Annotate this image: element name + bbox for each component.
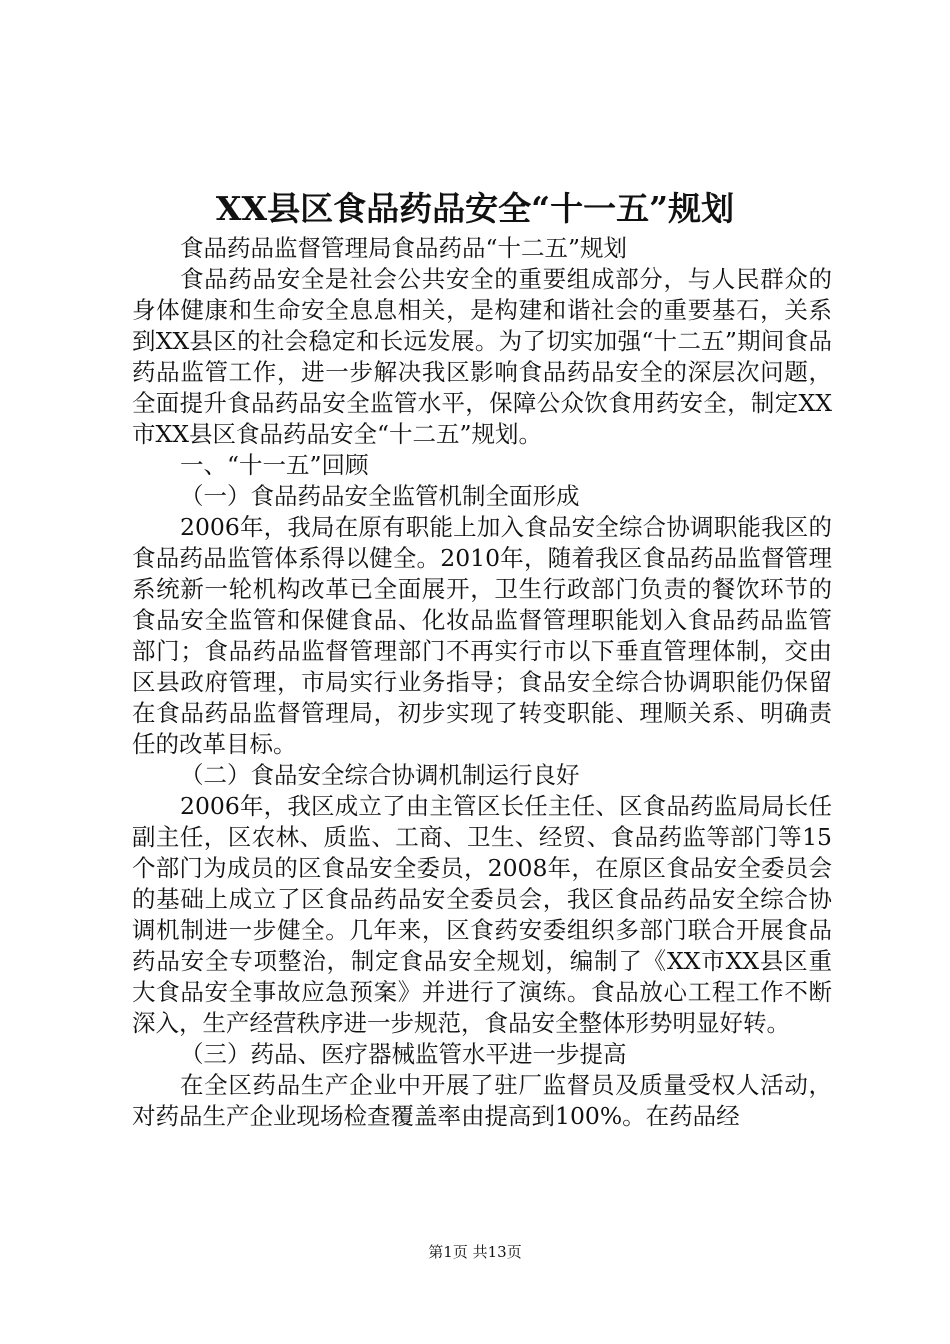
intro-paragraph: 食品药品安全是社会公共安全的重要组成部分，与人民群众的身体健康和生命安全息息相关，是构建和谐社会的重要基石，关系到XX县区的社会稳定和长远发展。为了切实加强“十二五”期间食品药品监管工作，进一步解决我区影响食品药品安全的深层次问题，全面提升食品药品安全监管水平，保障公众饮食用药安全，制定XX市XX县区食品药品安全“十二五”规划。 xyxy=(132,265,832,448)
subsection-paragraph-2: 2006年，我区成立了由主管区长任主任、区食品药监局局长任副主任，区农林、质监、工商、卫生、经贸、食品药监等部门等15个部门为成员的区食品安全委员，2008年，在原区食品安全委员会的基础上成立了区食品药品安全委员会，我区食品药品安全综合协调机制进一步健全。几年来，区食药安委组织多部门联合开展食品药品安全专项整治，制定食品安全规划，编制了《XX市XX县区重大食品安全事故应急预案》并进行了演练。食品放心工程工作不断深入，生产经营秩序进一步规范，食品安全整体形势明显好转。 xyxy=(132,792,832,1037)
page-number-footer: 第1页 共13页 xyxy=(428,1243,522,1261)
section-heading-review: 一、“十一五”回顾 xyxy=(180,451,369,479)
document-title: XX县区食品药品安全“十一五”规划 xyxy=(215,189,735,228)
document-body xyxy=(132,233,832,1132)
subtitle-line: 食品药品监督管理局食品药品“十二五”规划 xyxy=(180,234,628,262)
subsection-heading-2: （二）食品安全综合协调机制运行良好 xyxy=(180,761,580,789)
subsection-paragraph-3: 在全区药品生产企业中开展了驻厂监督员及质量受权人活动，对药品生产企业现场检查覆盖率由提高到100%。在药品经 xyxy=(132,1071,832,1130)
subsection-heading-1: （一）食品药品安全监管机制全面形成 xyxy=(180,482,580,510)
subsection-heading-3: （三）药品、医疗器械监管水平进一步提高 xyxy=(180,1040,627,1068)
subsection-paragraph-1: 2006年，我局在原有职能上加入食品安全综合协调职能我区的食品药品监管体系得以健全。2010年，随着我区食品药品监督管理系统新一轮机构改革已全面展开，卫生行政部门负责的餐饮环节的食品安全监管和保健食品、化妆品监督管理职能划入食品药品监管部门；食品药品监督管理部门不再实行市以下垂直管理体制，交由区县政府管理，市局实行业务指导；食品安全综合协调职能仍保留在食品药品监督管理局，初步实现了转变职能、理顺关系、明确责任的改革目标。 xyxy=(132,513,832,758)
